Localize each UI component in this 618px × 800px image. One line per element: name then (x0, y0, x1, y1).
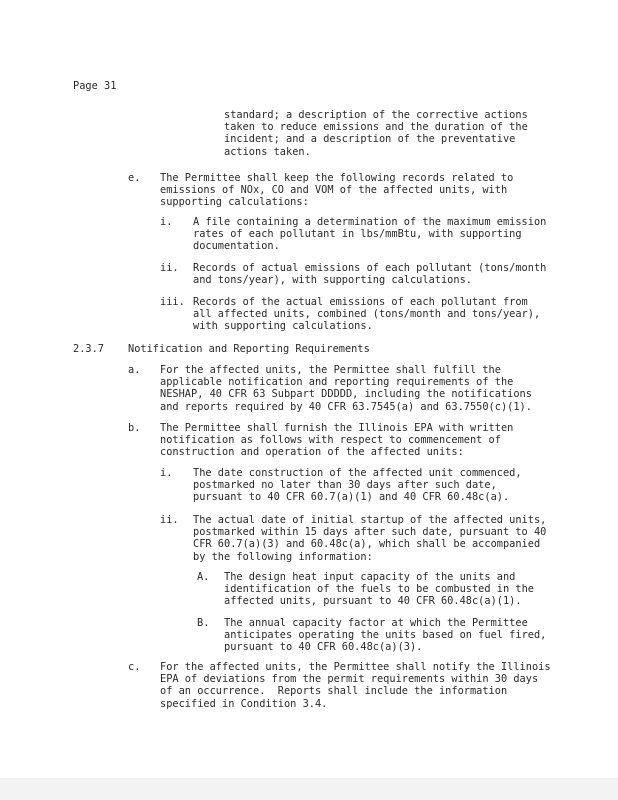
item-e-ii-paragraph (193, 262, 546, 286)
section-title: Notification and Reporting Requirements (128, 343, 370, 355)
text-line: A file containing a determination of the maximum emission (193, 216, 547, 228)
text-line: supporting calculations: (160, 196, 309, 209)
text-line: EPA of deviations from the permit requirements within 30 days (160, 673, 539, 686)
text-line: by the following information: (193, 550, 373, 563)
item-e-label: e. (128, 172, 141, 184)
text-line: incident; and a description of the preventative (224, 133, 516, 146)
page-number: Page 31 (73, 80, 117, 92)
text-line: and tons/year), with supporting calculations. (193, 274, 472, 287)
text-line: rates of each pollutant in lbs/mmBtu, with supporting (193, 228, 522, 241)
item-b-paragraph (160, 422, 513, 459)
item-b-ii-B-paragraph (224, 617, 546, 654)
item-b-i-label: i. (160, 467, 173, 479)
item-a-label: a. (128, 364, 141, 376)
text-line: applicable notification and reporting requirements of the (160, 376, 514, 389)
text-line: pursuant to 40 CFR 60.48c(a)(3). (224, 641, 423, 654)
text-line: For the affected units, the Permittee shall fulfill the (160, 364, 501, 376)
text-line: The design heat input capacity of the units and (224, 571, 516, 583)
item-b-ii-A-label: A. (197, 571, 210, 583)
text-line: anticipates operating the units based on fuel fired, (224, 629, 547, 642)
text-line: of an occurrence. Reports shall include the information (160, 685, 508, 698)
item-e-iii-paragraph (193, 296, 540, 333)
item-a-paragraph (160, 364, 532, 413)
text-line: and reports required by 40 CFR 63.7545(a) and 63.7550(c)(1). (160, 400, 532, 413)
item-b-ii-B-label: B. (197, 617, 210, 629)
item-e-paragraph (160, 172, 513, 209)
item-e-i-label: i. (160, 216, 173, 228)
item-b-ii-label: ii. (160, 514, 179, 526)
text-line: documentation. (193, 240, 280, 253)
item-b-ii-paragraph (193, 514, 546, 563)
item-e-i-paragraph (193, 216, 546, 253)
item-b-label: b. (128, 422, 141, 434)
item-e-iii-label: iii. (160, 296, 185, 308)
text-line: all affected units, combined (tons/month and tons/year), (193, 308, 541, 321)
text-line: For the affected units, the Permittee shall notify the Illinois (160, 661, 551, 673)
text-line: construction and operation of the affected units: (160, 446, 464, 459)
text-line: emissions of NOx, CO and VOM of the affected units, with (160, 184, 508, 197)
text-line: identification of the fuels to be combusted in the (224, 583, 534, 596)
item-b-ii-A-paragraph (224, 571, 534, 608)
text-line: pursuant to 40 CFR 60.7(a)(1) and 40 CFR 60.48c(a). (193, 491, 510, 504)
text-line: affected units, pursuant to 40 CFR 60.48c(a)(1). (224, 595, 522, 608)
text-line: The date construction of the affected unit commenced, (193, 467, 522, 479)
text-line: Records of actual emissions of each pollutant (tons/month (193, 262, 547, 274)
text-line: postmarked no later than 30 days after such date, (193, 479, 497, 492)
text-line: postmarked within 15 days after such date, pursuant to 40 (193, 526, 547, 539)
continuation-paragraph (224, 109, 528, 158)
text-line: actions taken. (224, 145, 311, 158)
text-line: NESHAP, 40 CFR 63 Subpart DDDDD, including the notifications (160, 388, 532, 401)
text-line: with supporting calculations. (193, 320, 373, 333)
text-line: The actual date of initial startup of the affected units, (193, 514, 547, 526)
section-number: 2.3.7 (73, 343, 104, 355)
text-line: The Permittee shall keep the following records related to (160, 172, 514, 184)
item-c-label: c. (128, 661, 141, 673)
text-line: Records of the actual emissions of each pollutant from (193, 296, 528, 308)
scan-footer-band (0, 778, 618, 800)
text-line: standard; a description of the corrective actions (224, 109, 528, 121)
text-line: taken to reduce emissions and the duration of the (224, 121, 528, 134)
text-line: specified in Condition 3.4. (160, 697, 328, 710)
item-b-i-paragraph (193, 467, 522, 504)
text-line: The Permittee shall furnish the Illinois EPA with written (160, 422, 514, 434)
text-line: CFR 60.7(a)(3) and 60.48c(a), which shall be accompanied (193, 538, 541, 551)
item-c-paragraph (160, 661, 551, 710)
text-line: notification as follows with respect to commencement of (160, 434, 501, 447)
item-e-ii-label: ii. (160, 262, 179, 274)
text-line: The annual capacity factor at which the Permittee (224, 617, 528, 629)
